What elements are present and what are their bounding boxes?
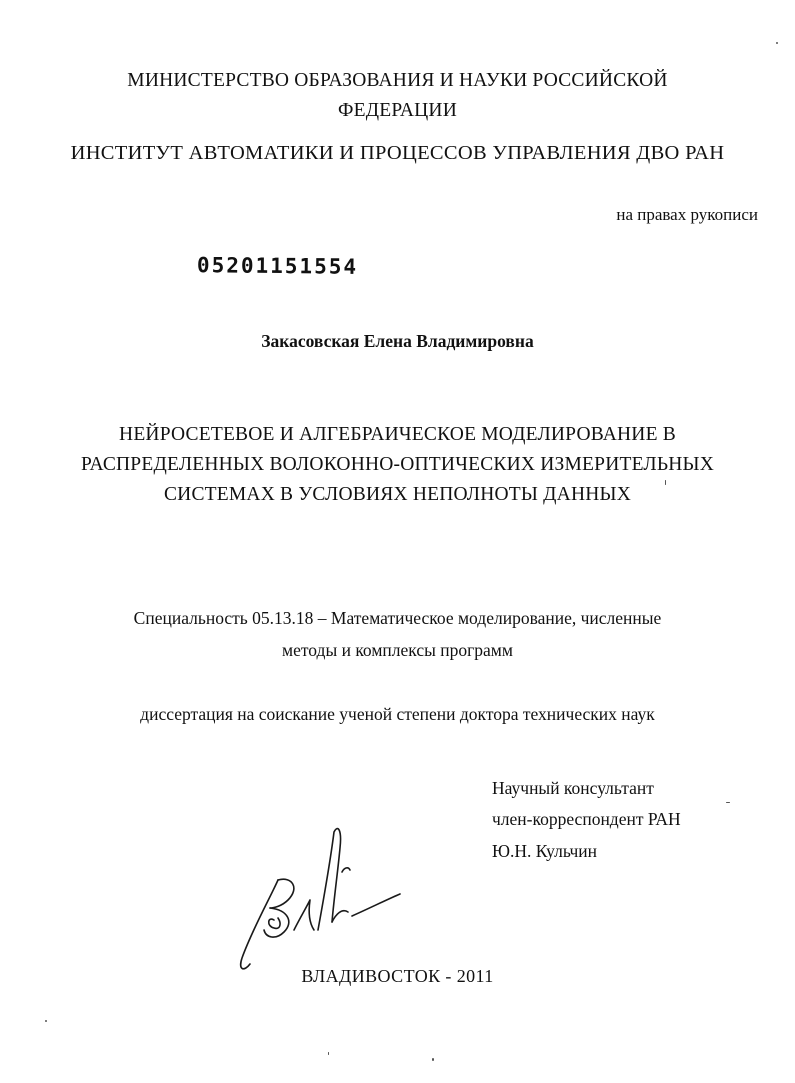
inventory-number-stamp: 05201151554 — [196, 253, 359, 279]
specialty-line-2: методы и комплексы программ — [282, 640, 513, 660]
consultant-role: Научный консультант — [492, 778, 654, 798]
scan-speck — [665, 480, 666, 485]
manuscript-rights-note: на правах рукописи — [616, 205, 758, 224]
degree-statement: диссертация на соискание ученой степени доктора технических наук — [140, 704, 655, 724]
scan-speck — [432, 1058, 434, 1061]
thesis-title-line-3: СИСТЕМАХ В УСЛОВИЯХ НЕПОЛНОТЫ ДАННЫХ — [163, 484, 632, 505]
institute-name: ИНСТИТУТ АВТОМАТИКИ И ПРОЦЕССОВ УПРАВЛЕНИЯ ДВО РАН — [70, 142, 725, 164]
thesis-title-line-1: НЕЙРОСЕТЕВОЕ И АЛГЕБРАИЧЕСКОЕ МОДЕЛИРОВАНИЕ В — [119, 424, 676, 445]
ministry-line-1: МИНИСТЕРСТВО ОБРАЗОВАНИЯ И НАУКИ РОССИЙСКОЙ — [127, 70, 668, 91]
scan-speck — [45, 1020, 47, 1022]
thesis-title-line-2: РАСПРЕДЕЛЕННЫХ ВОЛОКОННО-ОПТИЧЕСКИХ ИЗМЕРИТЕЛЬНЫХ — [80, 454, 715, 475]
specialty-line-1: Специальность 05.13.18 – Математическое моделирование, численные — [133, 608, 662, 628]
scan-speck — [776, 42, 778, 44]
handwritten-signature — [230, 818, 410, 983]
consultant-rank: член-корреспондент РАН — [492, 809, 681, 829]
author-name: Закасовская Елена Владимировна — [261, 331, 534, 351]
scan-speck — [726, 802, 730, 803]
city-and-year: ВЛАДИВОСТОК - 2011 — [301, 966, 494, 986]
consultant-name: Ю.Н. Кульчин — [492, 841, 597, 861]
ministry-line-2: ФЕДЕРАЦИИ — [337, 100, 457, 121]
scan-speck — [328, 1052, 329, 1055]
